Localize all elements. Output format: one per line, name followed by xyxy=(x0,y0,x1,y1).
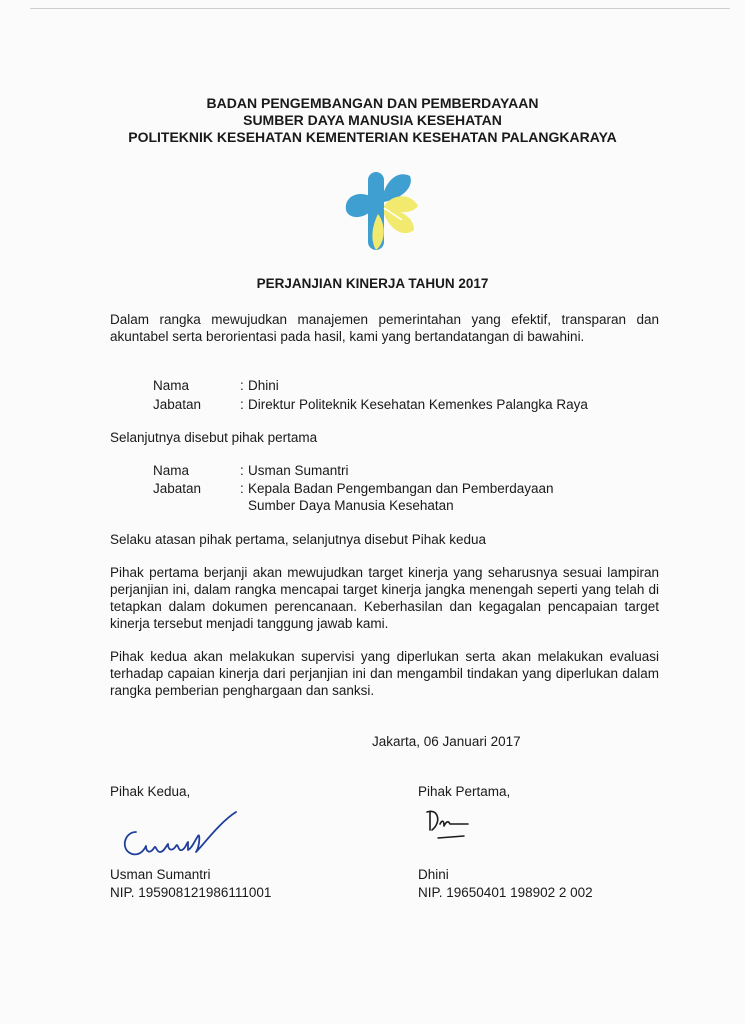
second-party-jabatan-value-line-1: Kepala Badan Pengembangan dan Pemberdayaan xyxy=(248,481,554,496)
second-party-nama-colon: : xyxy=(240,463,244,478)
intro-paragraph: Dalam rangka mewujudkan manajemen pemerintahan yang efektif, transparan dan akuntabel serta berorientasi pada hasil, kami yang bertandatangan di bawahini. xyxy=(110,312,659,344)
first-party-nama-colon: : xyxy=(240,378,244,393)
kemenkes-logo-icon xyxy=(342,168,422,254)
second-party-jabatan-value-line-2: Sumber Daya Manusia Kesehatan xyxy=(248,498,454,513)
second-party-jabatan-label: Jabatan xyxy=(153,481,202,496)
left-signatory-name: Usman Sumantri xyxy=(110,867,211,882)
letterhead-line-2: SUMBER DAYA MANUSIA KESEHATAN xyxy=(243,112,502,128)
letterhead-line-1: BADAN PENGEMBANGAN DAN PEMBERDAYAAN xyxy=(206,95,539,111)
left-signatory-nip: NIP. 195908121986111001 xyxy=(110,885,272,900)
left-signatory-role: Pihak Kedua, xyxy=(110,784,191,799)
supervision-paragraph: Pihak kedua akan melakukan supervisi yang diperlukan serta akan melakukan evaluasi terhadap capaian kinerja dari perjanjian ini dan mengambil tindakan yang diperlukan dalam rangka pemberian penghargaan dan sanksi. xyxy=(110,649,659,698)
commitment-paragraph: Pihak pertama berjanji akan mewujudkan target kinerja yang seharusnya sesuai lampiran perjanjian ini, dalam rangka mencapai target kinerja jangka menengah seperti yang telah di tetapkan dalam dokumen perencanaan. Keberhasilan dan kegagalan pencapaian target kinerja tersebut menjadi tanggung jawab kami. xyxy=(110,565,659,631)
scan-edge-line xyxy=(30,8,730,9)
first-party-nama-label: Nama xyxy=(153,378,190,393)
right-signatory-role: Pihak Pertama, xyxy=(418,784,511,799)
left-signature-icon xyxy=(116,806,240,864)
letterhead-line-3: POLITEKNIK KESEHATAN KEMENTERIAN KESEHATAN PALANGKARAYA xyxy=(128,129,617,145)
right-signature-icon xyxy=(424,802,478,842)
second-party-nama-label: Nama xyxy=(153,463,190,478)
second-party-designation: Selaku atasan pihak pertama, selanjutnya disebut Pihak kedua xyxy=(110,532,486,547)
place-date: Jakarta, 06 Januari 2017 xyxy=(372,734,521,749)
first-party-jabatan-value: Direktur Politeknik Kesehatan Kemenkes Palangka Raya xyxy=(248,397,588,412)
first-party-designation: Selanjutnya disebut pihak pertama xyxy=(110,430,318,445)
right-signatory-name: Dhini xyxy=(418,867,449,882)
letterhead xyxy=(0,95,745,146)
second-party-nama-value: Usman Sumantri xyxy=(248,463,349,478)
first-party-jabatan-colon: : xyxy=(240,397,244,412)
second-party-jabatan-colon: : xyxy=(240,481,244,496)
document-title: PERJANJIAN KINERJA TAHUN 2017 xyxy=(256,276,489,291)
right-signatory-nip: NIP. 19650401 198902 2 002 xyxy=(418,885,593,900)
first-party-nama-value: Dhini xyxy=(248,378,279,393)
first-party-jabatan-label: Jabatan xyxy=(153,397,202,412)
